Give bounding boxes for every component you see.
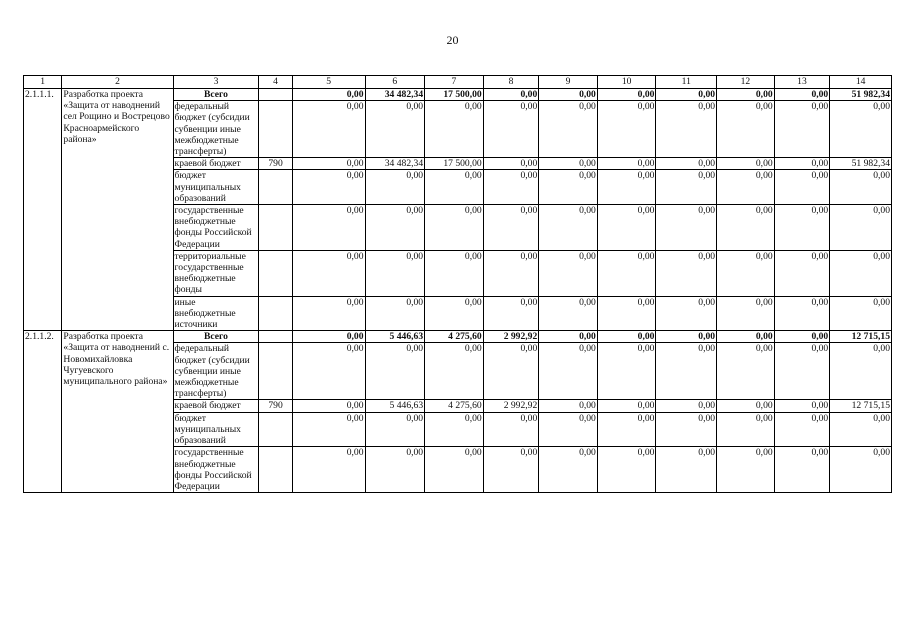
amount-cell: 0,00 [656,170,717,205]
amount-cell: 0,00 [539,400,598,412]
header-cell: 1 [24,76,62,89]
budget-code [259,170,292,205]
amount-cell: 0,00 [774,296,830,331]
amount-cell: 0,00 [292,158,365,170]
amount-cell: 0,00 [539,412,598,447]
amount-cell: 0,00 [717,205,775,251]
amount-cell: 12 715,15 [830,331,892,343]
amount-cell: 0,00 [774,412,830,447]
amount-cell: 0,00 [717,447,775,493]
amount-cell: 0,00 [597,400,656,412]
amount-cell: 0,00 [774,101,830,158]
header-cell: 12 [717,76,775,89]
funding-source: Всего [173,89,259,101]
amount-cell: 0,00 [365,101,425,158]
amount-cell: 0,00 [292,101,365,158]
amount-cell: 0,00 [656,89,717,101]
amount-cell: 0,00 [830,447,892,493]
amount-cell: 0,00 [597,89,656,101]
amount-cell: 2 992,92 [483,331,539,343]
amount-cell: 0,00 [774,170,830,205]
funding-source: краевой бюджет [173,400,259,412]
budget-code [259,331,292,343]
amount-cell: 0,00 [656,412,717,447]
amount-cell: 0,00 [425,447,484,493]
amount-cell: 0,00 [830,296,892,331]
amount-cell: 0,00 [656,296,717,331]
header-cell: 13 [774,76,830,89]
amount-cell: 0,00 [425,250,484,296]
header-cell: 6 [365,76,425,89]
amount-cell: 0,00 [292,89,365,101]
amount-cell: 0,00 [483,205,539,251]
funding-source: государственные внебюджетные фонды Российской Федерации [173,447,259,493]
amount-cell: 0,00 [483,250,539,296]
amount-cell: 0,00 [483,101,539,158]
amount-cell: 5 446,63 [365,400,425,412]
amount-cell: 0,00 [717,343,775,400]
budget-code [259,447,292,493]
budget-code: 790 [259,400,292,412]
amount-cell: 0,00 [656,101,717,158]
funding-source: Всего [173,331,259,343]
amount-cell: 0,00 [539,205,598,251]
amount-cell: 0,00 [717,170,775,205]
amount-cell: 0,00 [539,158,598,170]
funding-source: государственные внебюджетные фонды Российской Федерации [173,205,259,251]
amount-cell: 0,00 [597,170,656,205]
amount-cell: 0,00 [365,205,425,251]
amount-cell: 0,00 [717,89,775,101]
funding-source: федеральный бюджет (субсидии субвенции иные межбюджетные трансферты) [173,343,259,400]
amount-cell: 0,00 [597,412,656,447]
amount-cell: 0,00 [425,343,484,400]
amount-cell: 0,00 [292,296,365,331]
amount-cell: 34 482,34 [365,89,425,101]
amount-cell: 0,00 [425,205,484,251]
funding-source: бюджет муниципальных образований [173,412,259,447]
row-number: 2.1.1.1. [24,89,62,331]
amount-cell: 0,00 [292,412,365,447]
budget-code [259,89,292,101]
funding-source: федеральный бюджет (субсидии субвенции иные межбюджетные трансферты) [173,101,259,158]
amount-cell: 34 482,34 [365,158,425,170]
header-cell: 5 [292,76,365,89]
amount-cell: 0,00 [539,170,598,205]
amount-cell: 0,00 [292,447,365,493]
measure-name: Разработка проекта «Защита от наводнений с. Новомихайловка Чугуевского муниципального района» [62,331,173,493]
amount-cell: 0,00 [774,331,830,343]
amount-cell: 0,00 [597,296,656,331]
amount-cell: 0,00 [830,170,892,205]
amount-cell: 0,00 [830,343,892,400]
budget-code [259,250,292,296]
header-row [24,76,892,89]
amount-cell: 0,00 [539,343,598,400]
amount-cell: 0,00 [656,447,717,493]
header-cell: 11 [656,76,717,89]
amount-cell: 0,00 [483,158,539,170]
amount-cell: 0,00 [539,89,598,101]
amount-cell: 0,00 [365,447,425,493]
funding-table [23,75,892,493]
amount-cell: 0,00 [365,343,425,400]
funding-source: бюджет муниципальных образований [173,170,259,205]
amount-cell: 0,00 [292,170,365,205]
amount-cell: 0,00 [717,158,775,170]
amount-cell: 51 982,34 [830,89,892,101]
amount-cell: 5 446,63 [365,331,425,343]
header-cell: 4 [259,76,292,89]
amount-cell: 0,00 [425,296,484,331]
amount-cell: 0,00 [774,89,830,101]
amount-cell: 0,00 [597,101,656,158]
amount-cell: 0,00 [656,331,717,343]
header-cell: 7 [425,76,484,89]
amount-cell: 0,00 [483,89,539,101]
amount-cell: 0,00 [656,158,717,170]
amount-cell: 2 992,92 [483,400,539,412]
amount-cell: 0,00 [292,400,365,412]
amount-cell: 0,00 [483,447,539,493]
amount-cell: 0,00 [717,101,775,158]
row-number: 2.1.1.2. [24,331,62,493]
amount-cell: 0,00 [830,205,892,251]
amount-cell: 0,00 [717,400,775,412]
amount-cell: 0,00 [425,170,484,205]
amount-cell: 0,00 [292,343,365,400]
header-cell: 14 [830,76,892,89]
amount-cell: 51 982,34 [830,158,892,170]
amount-cell: 0,00 [656,250,717,296]
amount-cell: 0,00 [539,101,598,158]
page-number: 20 [446,33,459,47]
amount-cell: 0,00 [292,205,365,251]
measure-name: Разработка проекта «Защита от наводнений сел Рощино и Вострецово Красноармейского района» [62,89,173,331]
header-cell: 8 [483,76,539,89]
budget-code [259,296,292,331]
amount-cell: 0,00 [597,447,656,493]
amount-cell: 12 715,15 [830,400,892,412]
amount-cell: 0,00 [539,250,598,296]
amount-cell: 0,00 [774,447,830,493]
amount-cell: 0,00 [539,447,598,493]
amount-cell: 0,00 [717,296,775,331]
budget-code [259,412,292,447]
amount-cell: 0,00 [830,250,892,296]
header-cell: 10 [597,76,656,89]
header-cell: 2 [62,76,173,89]
amount-cell: 0,00 [597,158,656,170]
amount-cell: 0,00 [774,158,830,170]
amount-cell: 0,00 [539,331,598,343]
amount-cell: 4 275,60 [425,400,484,412]
amount-cell: 0,00 [292,331,365,343]
amount-cell: 0,00 [365,296,425,331]
budget-code [259,343,292,400]
amount-cell: 0,00 [597,205,656,251]
amount-cell: 0,00 [656,400,717,412]
amount-cell: 0,00 [483,170,539,205]
amount-cell: 0,00 [483,343,539,400]
amount-cell: 0,00 [774,250,830,296]
amount-cell: 0,00 [425,412,484,447]
amount-cell: 17 500,00 [425,89,484,101]
amount-cell: 4 275,60 [425,331,484,343]
amount-cell: 17 500,00 [425,158,484,170]
amount-cell: 0,00 [483,296,539,331]
budget-code [259,205,292,251]
budget-code [259,101,292,158]
amount-cell: 0,00 [774,343,830,400]
amount-cell: 0,00 [774,400,830,412]
amount-cell: 0,00 [717,412,775,447]
amount-cell: 0,00 [717,331,775,343]
table-row [24,331,892,343]
table-row [24,89,892,101]
amount-cell: 0,00 [597,331,656,343]
amount-cell: 0,00 [365,250,425,296]
amount-cell: 0,00 [656,343,717,400]
amount-cell: 0,00 [830,412,892,447]
amount-cell: 0,00 [483,412,539,447]
amount-cell: 0,00 [539,296,598,331]
amount-cell: 0,00 [292,250,365,296]
amount-cell: 0,00 [597,250,656,296]
amount-cell: 0,00 [597,343,656,400]
header-cell: 3 [173,76,259,89]
amount-cell: 0,00 [717,250,775,296]
budget-code: 790 [259,158,292,170]
funding-source: территориальные государственные внебюджетные фонды [173,250,259,296]
amount-cell: 0,00 [365,412,425,447]
amount-cell: 0,00 [774,205,830,251]
funding-source: иные внебюджетные источники [173,296,259,331]
header-cell: 9 [539,76,598,89]
amount-cell: 0,00 [365,170,425,205]
funding-source: краевой бюджет [173,158,259,170]
amount-cell: 0,00 [425,101,484,158]
amount-cell: 0,00 [656,205,717,251]
table-body [24,76,892,493]
amount-cell: 0,00 [830,101,892,158]
